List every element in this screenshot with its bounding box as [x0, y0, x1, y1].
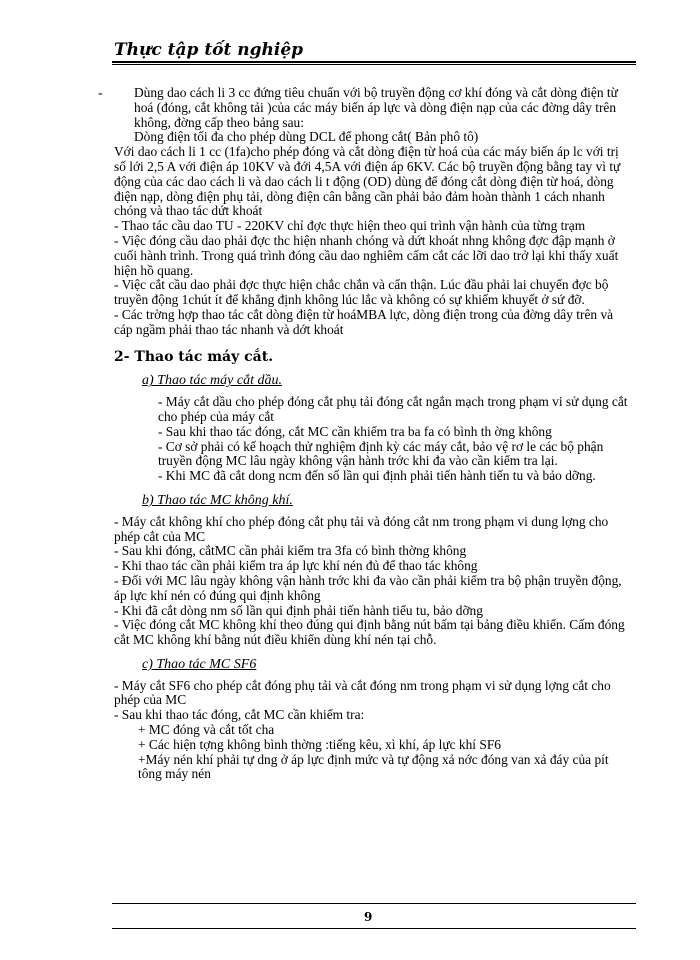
subsection-heading-oil: a) Thao tác máy cắt dầu. — [142, 373, 282, 389]
paragraph: - Khi đã cắt dòng nm số lần qui định phải tiến hành tiểu tu, bảo dỡng — [114, 602, 483, 618]
section-heading: 2- Thao tác máy cắt. — [114, 348, 274, 365]
paragraph: - Máy cắt dầu cho phép đóng cắt phụ tải đóng cắt ngắn mạch trong phạm vi sử dụng cắt cho phép của máy cắt — [158, 394, 628, 424]
margin-dash: - — [98, 86, 103, 101]
paragraph: - Cơ sở phải có kế hoạch thử nghiệm định kỳ các máy cắt, bảo vệ rơ le các bộ phận truyền động MC lâu ngày không vận hành trớc khi đa vào cần kiểm tra lại. — [158, 438, 604, 469]
paragraph: - Máy cắt SF6 cho phép cắt đóng phụ tải và cắt đóng nm trong phạm vi sử dụng lợng cắt cho phép của MC — [114, 677, 611, 708]
paragraph: - Máy cắt không khí cho phép đóng cắt phụ tải và đóng cắt nm trong phạm vi dung lợng cho phép cắt của MC — [114, 513, 609, 544]
page-header-title: Thực tập tốt nghiệp — [114, 40, 304, 60]
subsection-heading-air: b) Thao tác MC không khí. — [142, 492, 293, 508]
subsection-heading-sf6: c) Thao tác MC SF6 — [142, 656, 257, 672]
page-number: 9 — [364, 910, 373, 924]
paragraph: - Việc đóng cầu dao phải đợc thc hiện nhanh chóng và dứt khoát nhng không đợc đập mạnh ở cuối hành trình. Trong quá trình đóng cầu dao nghiêm cấm cắt các lỡi dao trở lại khi thấy xuất hiện hồ quang. — [114, 232, 619, 278]
paragraph: - Việc cắt cầu dao phải đợc thực hiện chắc chắn và cẩn thận. Lúc đầu phải lai chuyển đợc bộ truyền động 1chút ít để khẳng định không lúc lắc và không có sự khiếm khuyết ở sứ đỡ. — [114, 277, 609, 308]
body-text — [114, 86, 634, 782]
paragraph: + MC đóng và cắt tốt cha — [138, 722, 275, 738]
footer-rule-bottom — [112, 928, 636, 929]
paragraph: - Thao tác cầu dao TU - 220KV chỉ đợc thực hiện theo qui trình vận hành của từng trạm — [114, 218, 586, 234]
paragraph: Với dao cách li 1 cc (1fa)cho phép đóng và cắt dòng điện từ hoá của các máy biến áp lc với trị số lới 2,5 A với điện áp 10KV và đới 4,5A với điện áp 6KV. Các bộ truyền động bằng tay vì tự động của các dao cách li và dao cách li t động (OD) dùng để đóng cắt dòng điện từ hoá, dòng điện nạp, dòng điện phụ tải, dòng điện cân bằng cần phải bảo đảm hoàn thành 1 cách nhanh chóng và thao tác dứt khoát — [114, 144, 621, 219]
paragraph: - Sau khi thao tác đóng, cắt MC cần khiểm tra: — [114, 707, 365, 723]
paragraph: Dùng dao cách li 3 cc đứng tiêu chuẩn với bộ truyền động cơ khí đóng và cắt dòng điện từ hoá (đóng, cắt không tải )của các máy biến áp lực và dòng điện nạp của các đờng dây trên không, đờng cấp theo bảng sau: — [134, 85, 618, 130]
paragraph: + Các hiện tợng không bình thờng :tiếng kêu, xì khí, áp lực khí SF6 — [138, 736, 501, 752]
paragraph: Dòng điện tối đa cho phép dùng DCL để phong cắt( Bản phô tô) — [134, 129, 479, 145]
paragraph: - Khi thao tác cần phải kiểm tra áp lực khí nén đủ để thao tác không — [114, 558, 478, 574]
paragraph: - Các trờng hợp thao tác cắt dòng điện từ hoáMBA lực, dòng điện trong của đờng dây trên và cáp ngầm phải thao tác nhanh và dớt khoát — [114, 306, 614, 337]
paragraph: - Khi MC đã cắt dong ncm đến số lần qui định phải tiến hành tiến tu và bảo dỡng. — [158, 468, 596, 484]
header-rule-thin — [112, 64, 636, 65]
paragraph: - Sau khi thao tác đóng, cắt MC cần khiểm tra ba fa có bình th ờng không — [158, 423, 552, 439]
paragraph: - Sau khi đóng, cắtMC cần phải kiểm tra 3fa có bình thờng không — [114, 543, 467, 559]
paragraph: - Đối với MC lâu ngày không vận hành trớc khi đa vào cần phải kiểm tra bộ phận truyền động, áp lực khí nén có đúng qui định không — [114, 572, 622, 603]
paragraph: +Máy nén khí phải tự dng ở áp lực định mức và tự động xả nớc đóng van xả đáy của pít tông máy nén — [138, 751, 609, 782]
paragraph: - Việc đóng cắt MC không khí theo đúng qui định bằng nút bấm tại bảng điều khiển. Cấm đóng cắt MC không khí bằng nút điều khiển dùng khí nén tại chỗ. — [114, 617, 625, 648]
header-rule — [112, 61, 636, 63]
footer-rule — [112, 903, 636, 904]
